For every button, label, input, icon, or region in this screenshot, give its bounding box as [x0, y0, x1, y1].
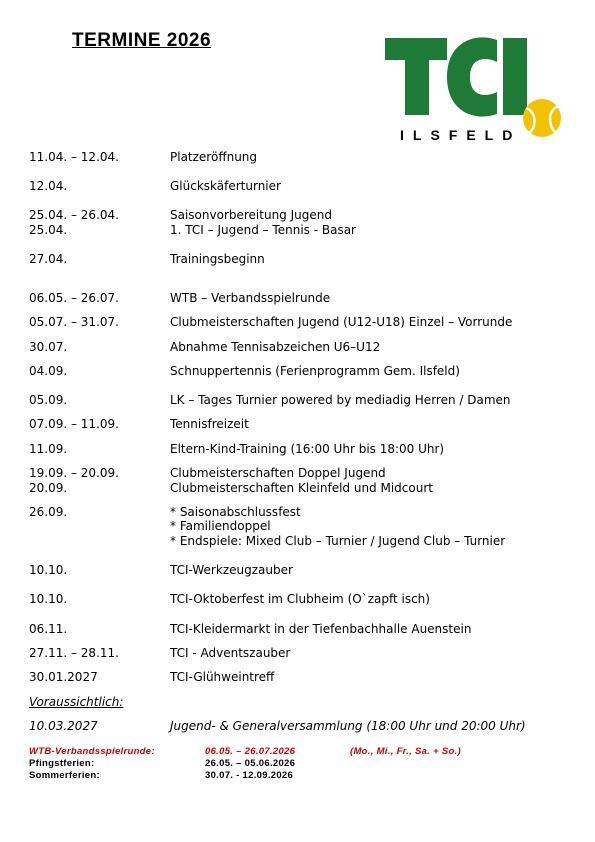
logo-town-text: ILSFELD	[400, 127, 522, 143]
event-date: 05.09.	[29, 393, 68, 407]
event-text: * Familiendoppel	[170, 519, 271, 533]
event-date: 27.04.	[29, 252, 68, 266]
event-date: 20.09.	[29, 481, 68, 495]
event-text: Clubmeisterschaften Doppel Jugend	[170, 466, 386, 480]
event-date: 06.05. – 26.07.	[29, 291, 119, 305]
event-date: 10.10.	[29, 592, 68, 606]
event-text: * Saisonabschlussfest	[170, 505, 301, 519]
tentative-date: 10.03.2027	[29, 719, 98, 733]
event-date: 19.09. – 20.09.	[29, 466, 119, 480]
event-text: Saisonvorbereitung Jugend	[170, 208, 332, 222]
event-date: 11.04. – 12.04.	[29, 150, 119, 164]
event-text: 1. TCI – Jugend – Tennis - Basar	[170, 223, 356, 237]
footer-label-wtb: WTB-Verbandsspielrunde:	[29, 746, 155, 757]
event-date: 27.11. – 28.11.	[29, 646, 119, 660]
tentative-text: Jugend- & Generalversammlung (18:00 Uhr und 20:00 Uhr)	[170, 719, 526, 733]
footer-note-wtb: (Mo., Mi., Fr., Sa. + So.)	[350, 746, 461, 757]
event-text: Tennisfreizeit	[170, 417, 249, 431]
event-text: TCI-Kleidermarkt in der Tiefenbachhalle Auenstein	[170, 622, 472, 636]
event-text: TCI-Glühweintreff	[170, 670, 275, 684]
event-date: 07.09. – 11.09.	[29, 417, 119, 431]
event-text: Platzeröffnung	[170, 150, 258, 164]
footer-label-sommer: Sommerferien:	[29, 770, 100, 781]
page-title: TERMINE 2026	[72, 30, 212, 51]
footer-value-pfingst: 26.05. – 05.06.2026	[205, 758, 296, 769]
event-date: 30.01.2027	[29, 670, 98, 684]
event-date: 30.07.	[29, 340, 68, 354]
event-date: 26.09.	[29, 505, 68, 519]
event-date: 11.09.	[29, 442, 68, 456]
event-text: Clubmeisterschaften Jugend (U12-U18) Einzel – Vorrunde	[170, 315, 513, 329]
footer-label-pfingst: Pfingstferien:	[29, 758, 95, 769]
event-date: 12.04.	[29, 179, 68, 193]
event-text: Abnahme Tennisabzeichen U6–U12	[170, 340, 381, 354]
event-text: LK – Tages Turnier powered by mediadig Herren / Damen	[170, 393, 511, 407]
club-logo	[385, 30, 565, 145]
event-date: 04.09.	[29, 364, 68, 378]
event-date: 06.11.	[29, 622, 68, 636]
event-text: TCI - Adventszauber	[170, 646, 291, 660]
event-date: 05.07. – 31.07.	[29, 315, 119, 329]
footer-value-wtb: 06.05. – 26.07.2026	[205, 746, 296, 757]
footer-value-sommer: 30.07. - 12.09.2026	[205, 770, 294, 781]
tentative-heading: Voraussichtlich:	[29, 695, 124, 709]
event-text: TCI-Oktoberfest im Clubheim (O`zapft isch)	[170, 592, 430, 606]
event-date: 25.04. – 26.04.	[29, 208, 119, 222]
event-date: 10.10.	[29, 563, 68, 577]
event-text: TCI-Werkzeugzauber	[170, 563, 293, 577]
event-text: Eltern-Kind-Training (16:00 Uhr bis 18:00 Uhr)	[170, 442, 445, 456]
event-text: Glückskäferturnier	[170, 179, 281, 193]
event-text: Clubmeisterschaften Kleinfeld und Midcourt	[170, 481, 433, 495]
event-text: Schnuppertennis (Ferienprogramm Gem. Ilsfeld)	[170, 364, 460, 378]
event-text: * Endspiele: Mixed Club – Turnier / Jugend Club – Turnier	[170, 534, 506, 548]
event-text: WTB – Verbandsspielrunde	[170, 291, 331, 305]
event-date: 25.04.	[29, 223, 68, 237]
event-text: Trainingsbeginn	[170, 252, 265, 266]
